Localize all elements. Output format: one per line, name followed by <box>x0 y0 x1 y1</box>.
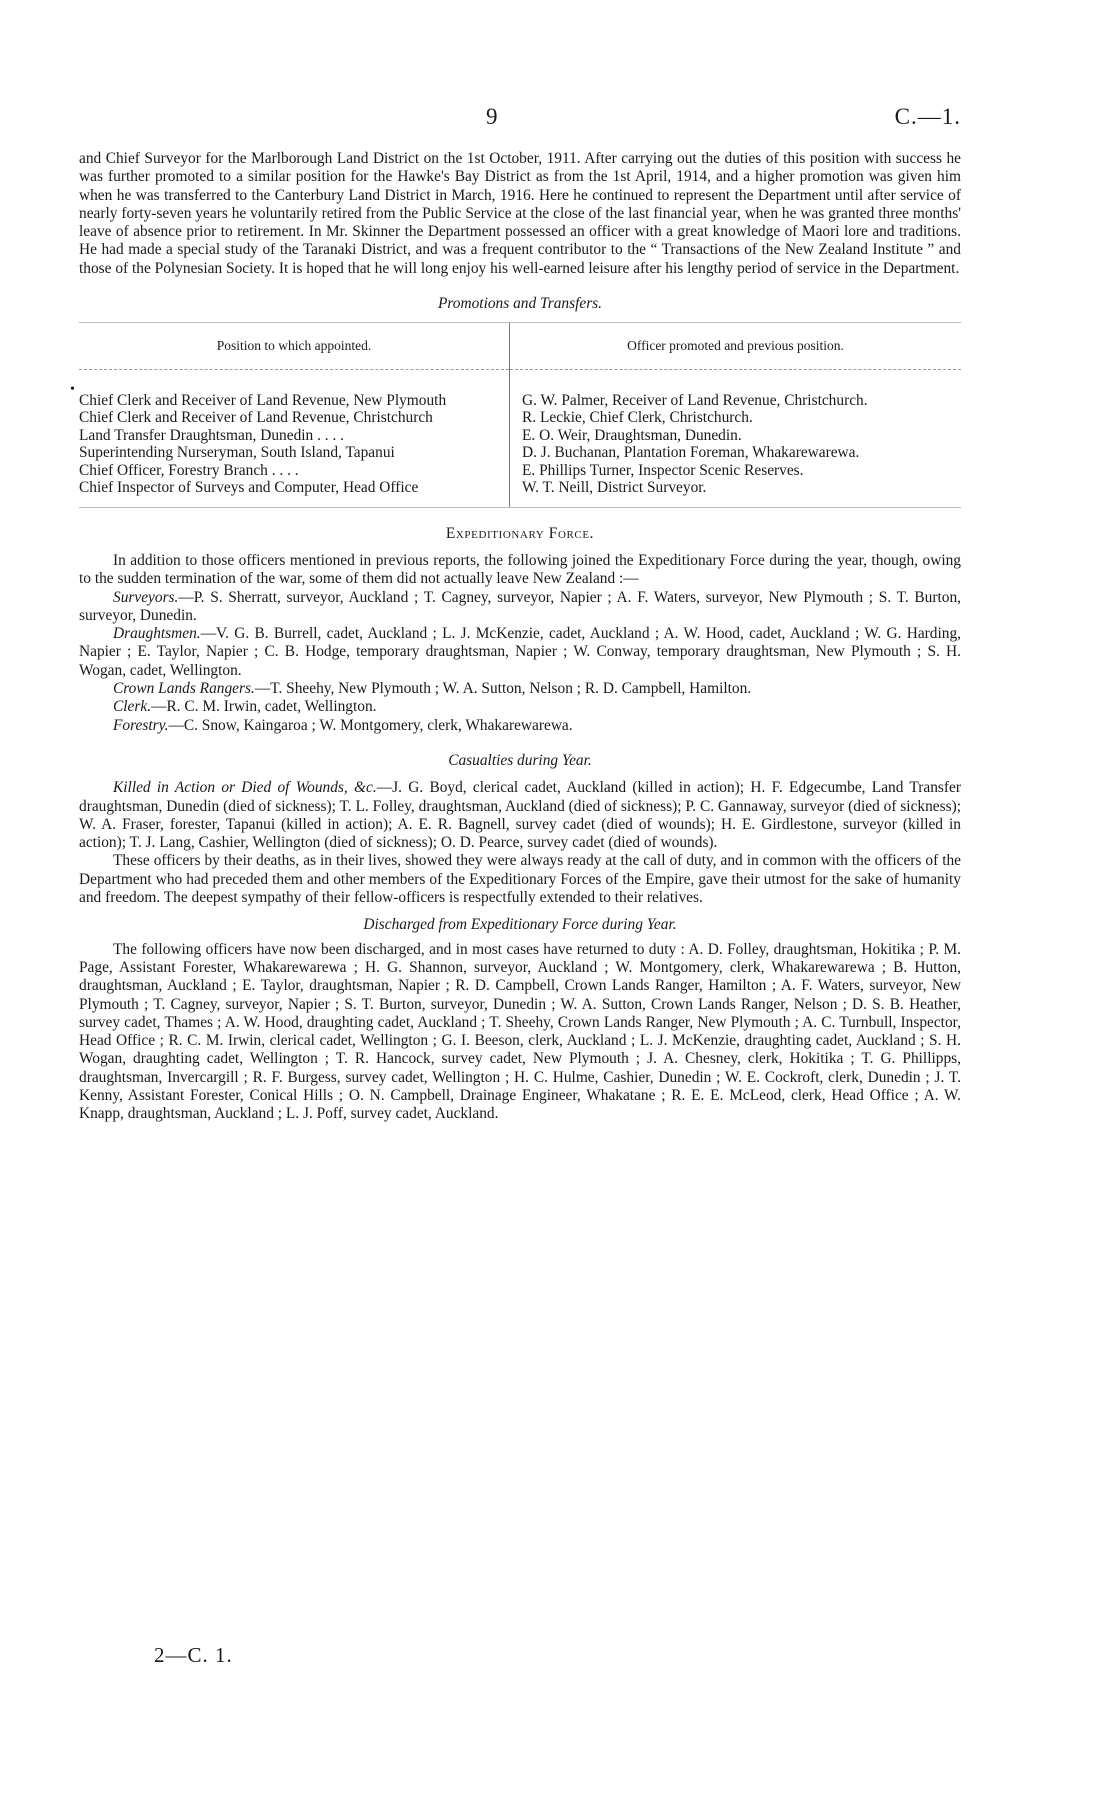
killed-text: —J. G. Boyd, clerical cadet, Auckland (killed in action); H. F. Edgecumbe, Land Transfer draughtsman, Dunedin (died of sickness); T. L. Folley, draughtsman, Auckland (died of sickness); P. C. Gannaway, surveyor (died of sickness); W. A. Fraser, forester, Tapanui (killed in action); A. E. R. Bagnell, survey cadet (died of wounds); H. E. Girdlestone, surveyor (killed in action); T. J. Lang, Cashier, Wellington (died of sickness); O. D. Pearce, survey cadet (died of wounds). <box>79 779 962 852</box>
expeditionary-title: Expeditionary Force. <box>445 524 595 542</box>
table-row <box>79 444 961 462</box>
cell-position: Chief Officer, Forestry Branch . . . . <box>79 461 299 479</box>
table-row <box>79 409 961 427</box>
expeditionary-group <box>79 698 961 716</box>
group-label: Draughtsmen. <box>113 625 201 643</box>
group-label: Surveyors. <box>113 588 179 606</box>
cell-position: Chief Clerk and Receiver of Land Revenue, New Plymouth <box>79 391 447 409</box>
casualties-killed <box>79 779 961 852</box>
group-label: Crown Lands Rangers. <box>113 680 255 698</box>
cell-position: Chief Clerk and Receiver of Land Revenue, Christchurch <box>79 409 433 427</box>
group-names: —T. Sheehy, New Plymouth ; W. A. Sutton, Nelson ; R. D. Campbell, Hamilton. <box>254 680 752 698</box>
col-header-officer: Officer promoted and previous position. <box>510 323 962 369</box>
expeditionary-intro: In addition to those officers mentioned in previous reports, the following joined the Expeditionary Force during the year, though, owing to the sudden termination of the war, some of them did not actually leave New Zealand :— <box>79 551 961 588</box>
page-number: 9 <box>486 104 498 129</box>
group-label: Clerk. <box>113 698 152 716</box>
footer-signature: 2—C. 1. <box>154 1643 233 1667</box>
expeditionary-group <box>79 625 961 680</box>
discharged-title: Discharged from Expeditionary Force during Year. <box>363 916 677 934</box>
cell-position: Superintending Nurseryman, South Island, Tapanui <box>79 444 395 462</box>
cell-position: Chief Inspector of Surveys and Computer, Head Office <box>79 479 510 507</box>
casualties-tribute: These officers by their deaths, as in their lives, showed they were always ready at the call of duty, and in common with the officers of the Department who had preceded them and other members of the Expeditionary Forces of the Empire, gave their utmost for the sake of humanity and freedom. The deepest sympathy of their fellow-officers is respectfully extended to their relatives. <box>79 852 961 907</box>
promotions-table <box>79 322 961 507</box>
cell-officer: E. O. Weir, Draughtsman, Dunedin. <box>510 427 962 445</box>
cell-officer: D. J. Buchanan, Plantation Foreman, Whakarewarewa. <box>510 444 962 462</box>
table-row <box>79 427 961 445</box>
document-body <box>79 150 961 1124</box>
promotions-header-row <box>79 323 961 369</box>
table-row <box>79 462 961 480</box>
cell-officer: R. Leckie, Chief Clerk, Christchurch. <box>510 409 962 427</box>
table-row <box>79 369 961 409</box>
group-names: —C. Snow, Kaingaroa ; W. Montgomery, clerk, Whakarewarewa. <box>168 716 573 734</box>
group-label: Forestry. <box>113 716 169 734</box>
margin-dot: • <box>70 382 75 397</box>
discharged-text: The following officers have now been discharged, and in most cases have returned to duty : A. D. Folley, draughtsman, Hokitika ; P. M. Page, Assistant Forester, Whakarewarewa ; H. G. Shannon, surveyor, Auckland ; W. Montgomery, clerk, Whakarewarewa ; B. Hutton, draughtsman, Auckland ; E. Taylor, draughtsman, Napier ; R. D. Campbell, Crown Lands Ranger, Hamilton ; A. F. Waters, surveyor, New Plymouth ; T. Cagney, surveyor, Napier ; S. T. Burton, surveyor, Dunedin ; W. A. Sutton, Crown Lands Ranger, Nelson ; D. S. B. Heather, survey cadet, Thames ; A. W. Hood, draughting cadet, Auckland ; T. Sheehy, Crown Lands Ranger, New Plymouth ; A. C. Turnbull, Inspector, Head Office ; R. C. M. Irwin, clerical cadet, Wellington ; G. I. Beeson, clerk, Auckland ; L. J. McKenzie, draughting cadet, Auckland ; S. H. Wogan, draughting cadet, Wellington ; T. R. Hancock, survey cadet, New Plymouth ; J. A. Chesney, clerk, Hokitika ; T. G. Phillipps, draughtsman, Invercargill ; R. F. Burgess, survey cadet, Wellington ; H. C. Hulme, Cashier, Dunedin ; W. E. Cockroft, clerk, Dunedin ; J. T. Kenny, Assistant Forester, Conical Hills ; O. N. Campbell, Drainage Engineer, Whakatane ; R. E. E. McLeod, clerk, Head Office ; A. W. Knapp, draughtsman, Auckland ; L. J. Poff, survey cadet, Auckland. <box>79 940 961 1123</box>
group-names: —V. G. B. Burrell, cadet, Auckland ; L. J. McKenzie, cadet, Auckland ; A. W. Hood, cadet, Auckland ; W. G. Harding, Napier ; E. Taylor, Napier ; C. B. Hodge, temporary draughtsman, Napier ; W. Conway, temporary draughtsman, New Plymouth ; S. H. Wogan, cadet, Wellington. <box>79 625 961 679</box>
cell-officer: E. Phillips Turner, Inspector Scenic Reserves. <box>510 462 962 480</box>
cell-position: Land Transfer Draughtsman, Dunedin . . . . <box>79 426 345 444</box>
promotions-title: Promotions and Transfers. <box>437 295 603 313</box>
expeditionary-group <box>79 589 961 626</box>
page-header <box>0 104 1114 134</box>
cell-officer: G. W. Palmer, Receiver of Land Revenue, Christchurch. <box>510 369 962 409</box>
intro-paragraph: and Chief Surveyor for the Marlborough Land District on the 1st October, 1911. After carrying out the duties of this position with success he was further promoted to a similar position for the Hawke's Bay District as from the 1st April, 1914, and a higher promotion was given him when he was transferred to the Canterbury Land District in March, 1916. Here he continued to represent the Department until after service of nearly forty-seven years he voluntarily retired from the Public Service at the close of the last financial year, when he was granted three months' leave of absence prior to retirement. In Mr. Skinner the Department possessed an officer with a great knowledge of Maori lore and traditions. He had made a special study of the Taranaki District, and was a frequent contributor to the “ Transactions of the New Zealand Institute ” and those of the Polynesian Society. It is hoped that he will long enjoy his well-earned leisure after his lengthy period of service in the Department. <box>79 150 961 277</box>
expeditionary-group <box>79 717 961 735</box>
table-row <box>79 479 961 507</box>
killed-label: Killed in Action or Died of Wounds, &c. <box>113 779 377 797</box>
casualties-title: Casualties during Year. <box>448 751 592 769</box>
col-header-position: Position to which appointed. <box>79 323 510 369</box>
expeditionary-group <box>79 680 961 698</box>
document-code: C.—1. <box>894 104 961 129</box>
group-names: —R. C. M. Irwin, cadet, Wellington. <box>151 698 377 716</box>
cell-officer: W. T. Neill, District Surveyor. <box>510 479 962 507</box>
group-names: —P. S. Sherratt, surveyor, Auckland ; T. Cagney, surveyor, Napier ; A. F. Waters, surveyor, New Plymouth ; S. T. Burton, surveyor, Dunedin. <box>79 588 961 624</box>
